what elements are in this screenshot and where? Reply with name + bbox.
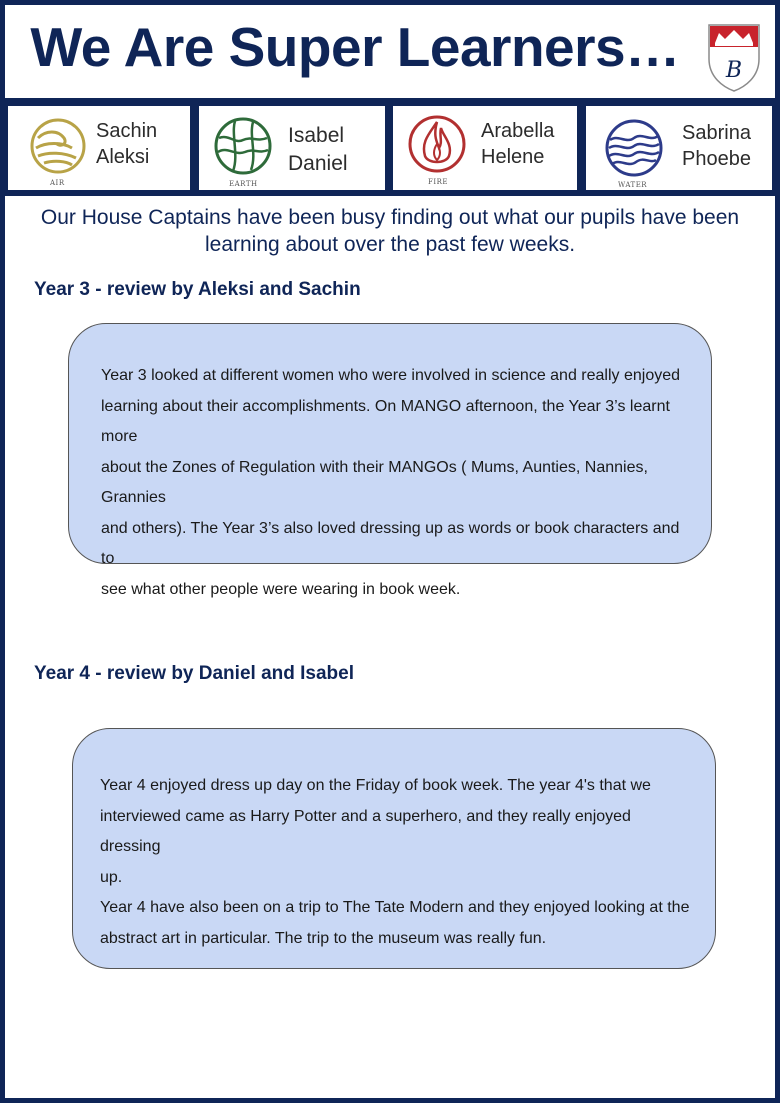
captain-name: Sabrina	[682, 122, 751, 144]
section-heading-year4: Year 4 - review by Daniel and Isabel	[34, 663, 354, 684]
captain-name: Sachin	[96, 120, 158, 142]
school-crest-icon	[705, 21, 763, 93]
page-title: We Are Super Learners…	[30, 16, 680, 78]
captain-name: Arabella	[481, 120, 555, 142]
review-line: and others). The Year 3’s also loved dressing up as words or book characters and to	[101, 519, 680, 567]
captain-name: Aleksi	[96, 146, 150, 168]
review-line: about the Zones of Regulation with their MANGOs ( Mums, Aunties, Nannies, Grannies	[101, 458, 648, 506]
captain-name: Phoebe	[682, 148, 751, 170]
captain-name: Daniel	[288, 152, 348, 175]
review-line: learning about their accomplishments. On MANGO afternoon, the Year 3’s learnt more	[101, 397, 670, 445]
house-card-water	[586, 106, 772, 190]
title-banner	[5, 5, 775, 100]
air-emblem-icon	[28, 116, 88, 182]
house-captains-earth	[288, 122, 348, 178]
fire-emblem-icon	[407, 114, 467, 180]
review-bubble-year3	[68, 323, 712, 598]
water-emblem-icon	[604, 116, 664, 182]
house-captains-air	[96, 118, 157, 170]
earth-emblem-icon	[213, 116, 273, 182]
house-captains-fire	[481, 118, 554, 170]
house-tag-earth: EARTH	[229, 180, 258, 188]
captain-name: Helene	[481, 146, 545, 168]
review-line: Year 4 have also been on a trip to The Tate Modern and they enjoyed looking at the	[100, 899, 690, 916]
house-tag-air: AIR	[50, 179, 65, 187]
review-line: up.	[100, 868, 123, 886]
review-line: see what other people were wearing in book week.	[101, 580, 461, 598]
section-heading-year3: Year 3 - review by Aleksi and Sachin	[34, 279, 361, 300]
review-line: interviewed came as Harry Potter and a superhero, and they really enjoyed dressing	[100, 807, 631, 855]
review-line: Year 4 enjoyed dress up day on the Friday of book week. The year 4's that we	[100, 777, 651, 794]
crest-letter: B	[725, 58, 743, 83]
review-bubble-year4	[72, 728, 716, 969]
house-tag-fire: FIRE	[428, 178, 449, 186]
house-card-earth	[199, 106, 385, 190]
house-captains-water	[682, 120, 751, 172]
captain-name: Isabel	[288, 124, 345, 147]
intro-text: Our House Captains have been busy finding out what our pupils have been learning about over the past few weeks.	[40, 206, 740, 256]
house-tag-water: WATER	[618, 181, 648, 189]
house-captains-bar	[0, 98, 780, 196]
review-line: Year 3 looked at different women who were involved in science and really enjoyed	[101, 367, 681, 384]
house-card-air	[8, 106, 190, 190]
review-line: abstract art in particular. The trip to the museum was really fun.	[100, 929, 547, 947]
house-card-fire	[393, 106, 577, 190]
